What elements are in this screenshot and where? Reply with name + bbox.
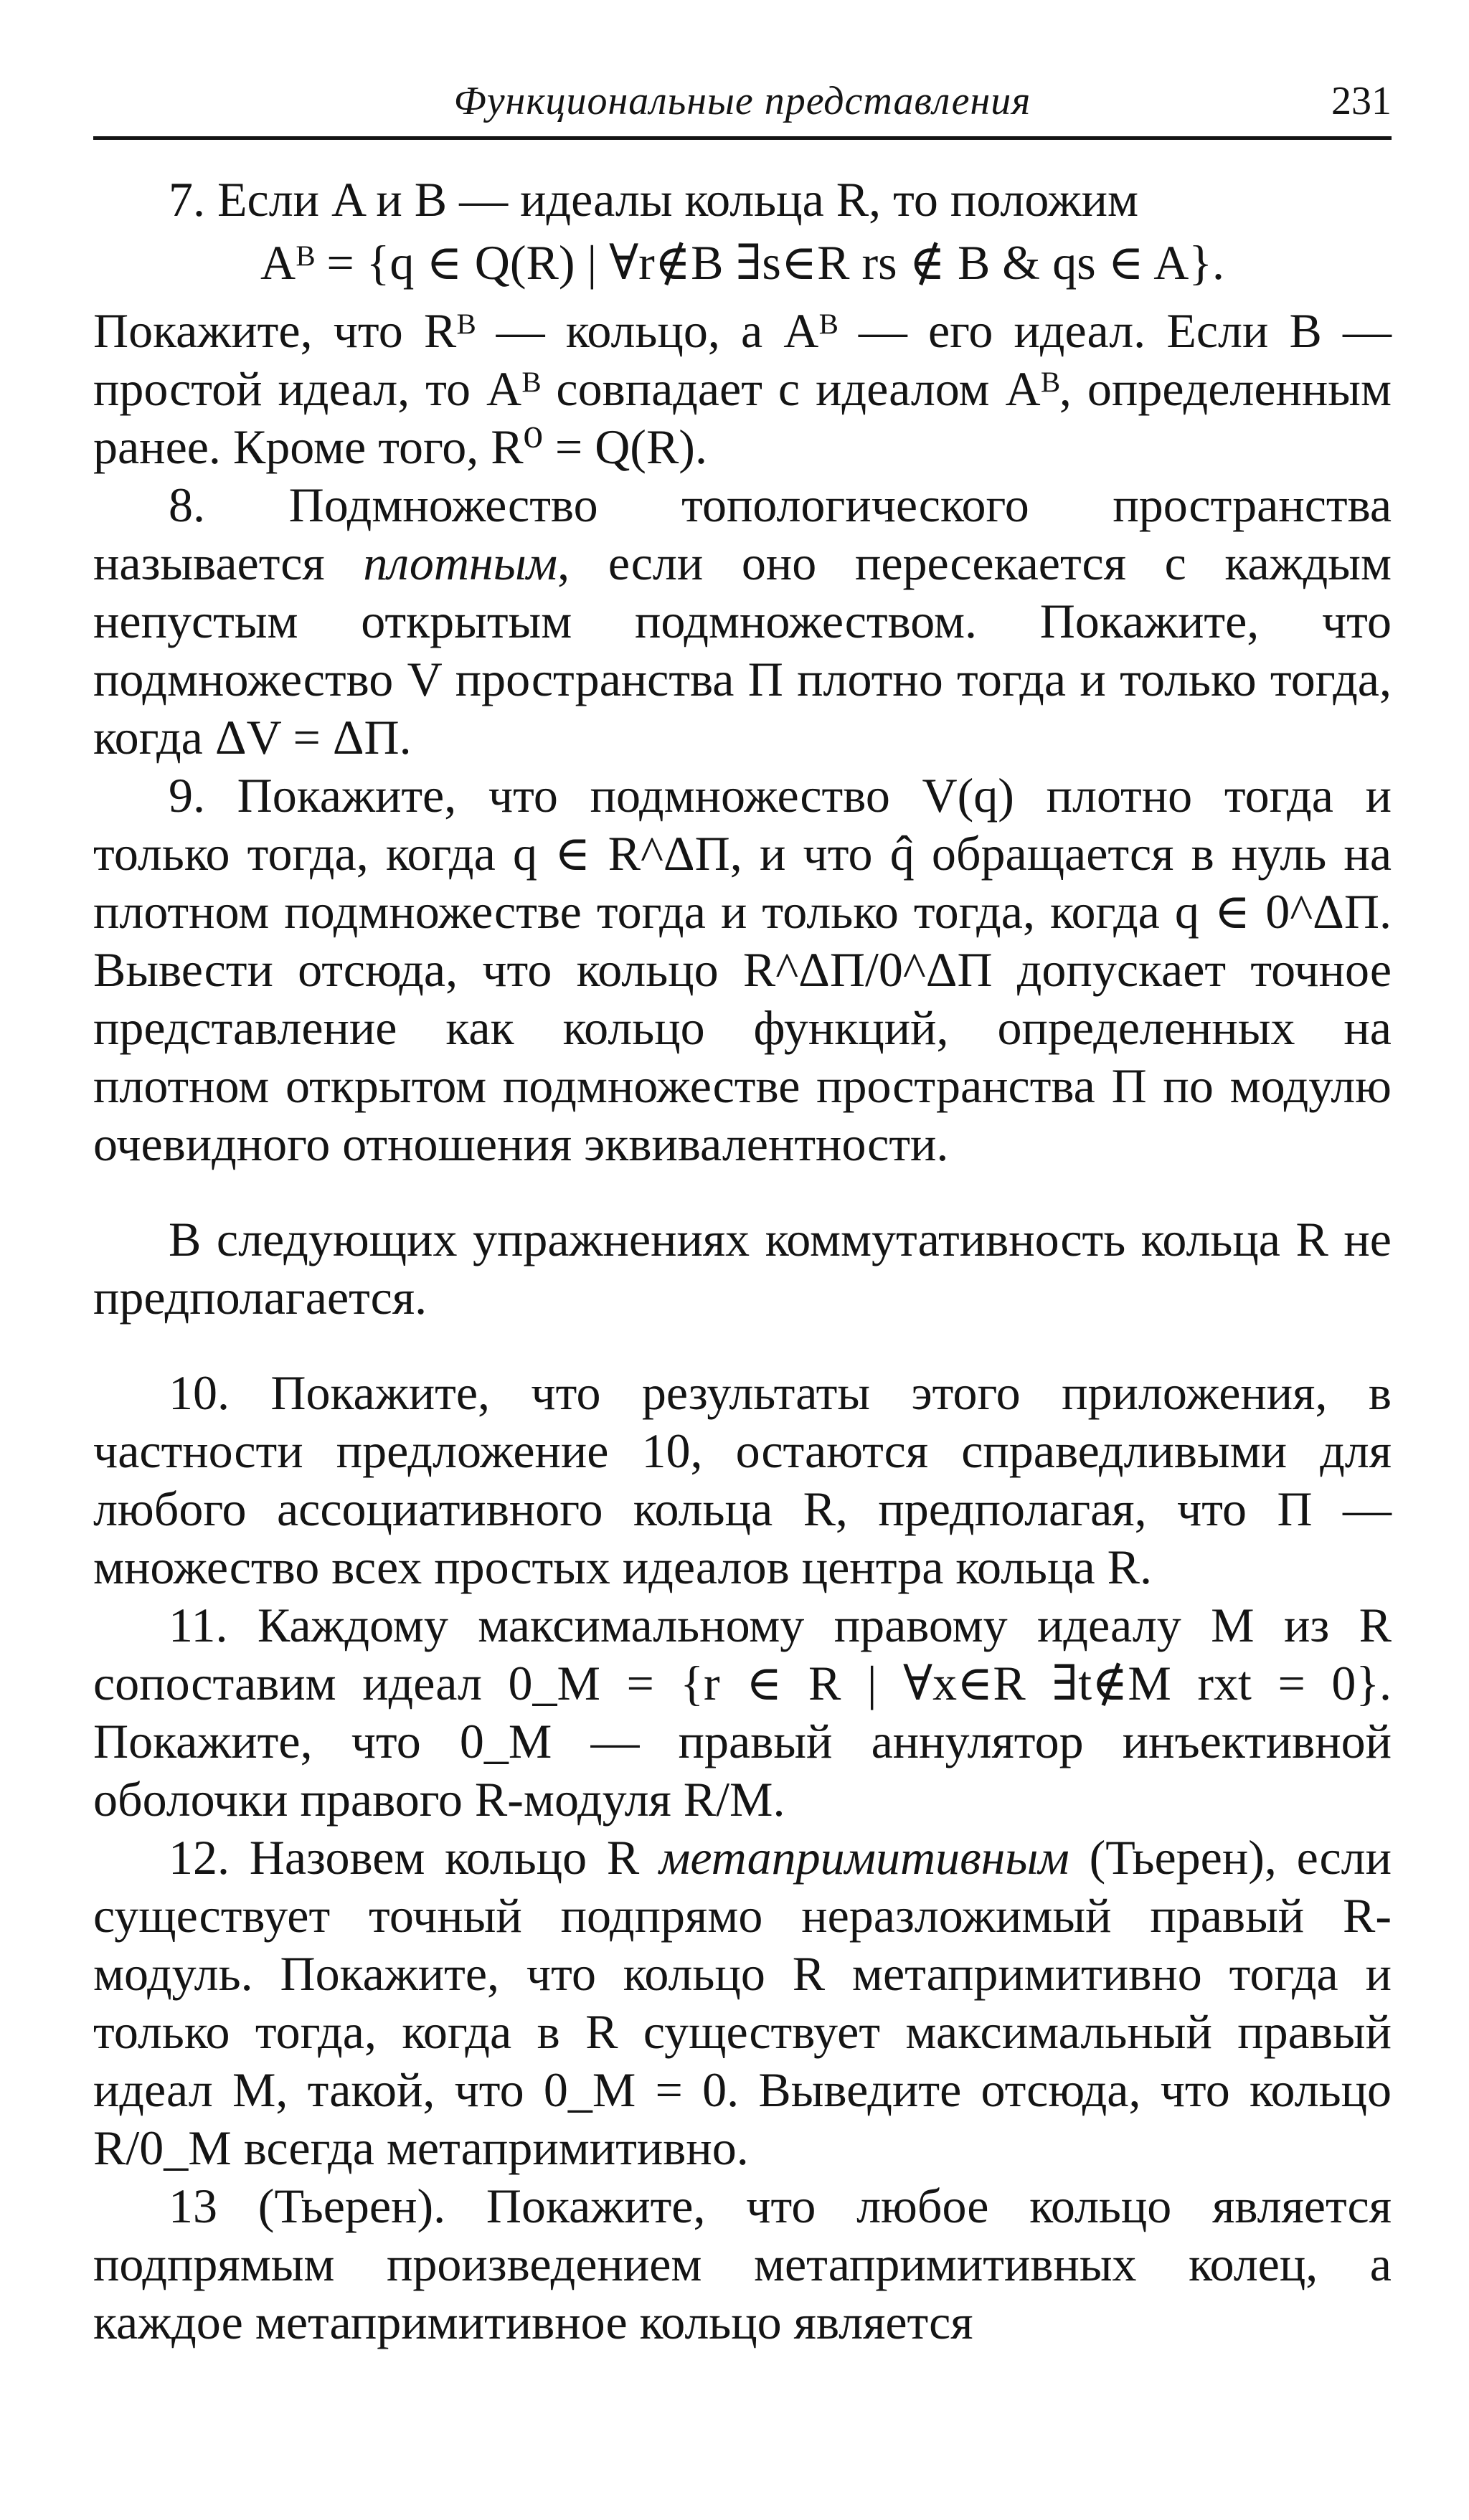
exercise-12-text-b: (Тьерен), если существует точный подпрямо неразложимый правый R-модуль. Покажите, что кольцо R метапримитивно тогда и только тогда, когда в R существует максимальный правый идеал M, такой, что 0_M = 0. Выведите отсюда, что кольцо R/0_M всегда метапримитивно. [93,1830,1392,2175]
term-metaprimitive: метапримитивным [659,1830,1069,1885]
section-spacer [93,1327,1392,1364]
page-number: 231 [1331,79,1392,123]
exercise-7-formula: Aᴮ = {q ∈ Q(R) | ∀r∉B ∃s∈R rs ∉ B & qs ∈ A}. [260,235,1224,290]
header-rule [93,136,1392,140]
exercise-12 [93,1829,1392,2177]
running-title: Функциональные представления [453,79,1031,123]
exercise-7: 7. Если A и B — идеалы кольца R, то положим [169,172,1139,227]
exercise-8-text-b: , если оно пересекается с каждым непустым открытым подмножеством. Покажите, что подмножество V пространства П плотно тогда и только тогда, когда ΔV = ΔП. [93,536,1392,764]
page-body [93,171,1392,2351]
page-header [93,68,1392,147]
exercise-7-continued: Покажите, что Rᴮ — кольцо, а Aᴮ — его идеал. Если B — простой идеал, то Aᴮ совпадает с идеалом Aᴮ, определенным ранее. Кроме того, R⁰ = Q(R). [93,303,1392,474]
exercise-13: 13 (Тьерен). Покажите, что любое кольцо является подпрямым произведением метапримитивных колец, а каждое метапримитивное кольцо является [93,2179,1392,2349]
note-noncommutative: В следующих упражнениях коммутативность кольца R не предполагается. [93,1212,1392,1325]
section-spacer [93,1173,1392,1211]
exercise-12-text-a: 12. Назовем кольцо R [169,1830,659,1885]
exercise-10: 10. Покажите, что результаты этого приложения, в частности предложение 10, остаются справедливыми для любого ассоциативного кольца R, предполагая, что П — множество всех простых идеалов центра кольца R. [93,1365,1392,1594]
exercise-8-text-a: 8. Подмножество топологического пространства называется [93,478,1392,590]
exercise-9: 9. Покажите, что подмножество V(q) плотно тогда и только тогда, когда q ∈ R^ΔП, и что q̂ обращается в нуль на плотном подмножестве тогда и только тогда, когда q ∈ 0^ΔП. Вывести отсюда, что кольцо R^ΔП/0^ΔП допускает точное представление как кольцо функций, определенных на плотном открытом подмножестве пространства П по модулю очевидного отношения эквивалентности. [93,768,1392,1171]
term-dense: плотным [363,536,558,590]
exercise-11: 11. Каждому максимальному правому идеалу M из R сопоставим идеал 0_M = {r ∈ R | ∀x∈R ∃t∉M rxt = 0}. Покажите, что 0_M — правый аннулятор инъективной оболочки правого R-модуля R/M. [93,1598,1392,1827]
exercise-8 [93,476,1392,767]
